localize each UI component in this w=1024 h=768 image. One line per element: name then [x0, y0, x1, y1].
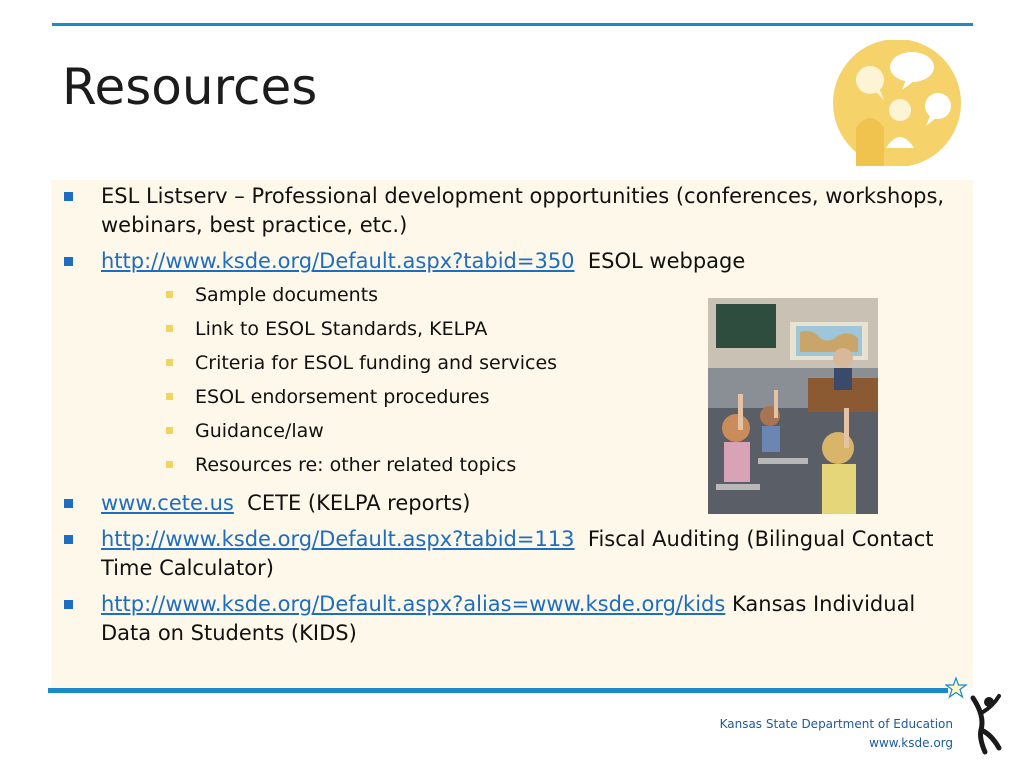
classroom-scene-image: [708, 298, 878, 514]
bullet-square-icon: [64, 600, 73, 609]
slide-title: Resources: [62, 58, 318, 116]
bottom-accent-rule: [48, 688, 948, 693]
bullet-square-icon: [64, 499, 73, 508]
bullet-text: ESOL webpage: [574, 249, 746, 273]
bullet-text: Kansas Individual Data on Students (KIDS): [101, 592, 922, 645]
sub-bullet-text: Resources re: other related topics: [195, 454, 517, 476]
footer-org-name: Kansas State Department of Education: [719, 717, 953, 731]
cete-link[interactable]: www.cete.us: [101, 491, 234, 515]
sub-bullet-text: Link to ESOL Standards, KELPA: [195, 318, 488, 340]
bullet-square-icon: [64, 257, 73, 266]
sub-bullet-square-icon: [166, 461, 173, 468]
fiscal-auditing-link[interactable]: http://www.ksde.org/Default.aspx?tabid=113: [101, 527, 575, 551]
top-accent-rule: [52, 23, 973, 26]
bullet-text: Fiscal Auditing (Bilingual Contact Time Calculator): [101, 527, 941, 580]
sub-bullet-square-icon: [166, 325, 173, 332]
sub-bullet-text: ESOL endorsement procedures: [195, 386, 490, 408]
sub-bullet-text: Criteria for ESOL funding and services: [195, 352, 558, 374]
sub-bullet-square-icon: [166, 393, 173, 400]
sub-bullet-square-icon: [166, 427, 173, 434]
bullet-text: ESL Listserv – Professional development opportunities (conferences, workshops, webinars, best practice, etc.): [101, 184, 945, 237]
speech-bubbles-logo-icon: [826, 40, 968, 166]
footer-url: www.ksde.org: [869, 736, 953, 750]
esol-webpage-link[interactable]: http://www.ksde.org/Default.aspx?tabid=350: [101, 249, 575, 273]
bullet-text: CETE (KELPA reports): [233, 491, 471, 515]
footer: [720, 715, 953, 753]
bullet-esl-listserv: [51, 182, 973, 240]
sub-bullet-text: Sample documents: [195, 284, 379, 306]
sub-bullet-square-icon: [166, 359, 173, 366]
classroom-photo: [708, 298, 878, 514]
bullet-kids: [51, 590, 973, 648]
bullet-square-icon: [64, 535, 73, 544]
star-person-figure-icon: [945, 676, 1005, 756]
sub-bullet-square-icon: [166, 291, 173, 298]
sub-bullet-text: Guidance/law: [195, 420, 324, 442]
bullet-fiscal-auditing: [51, 525, 973, 583]
kids-link[interactable]: http://www.ksde.org/Default.aspx?alias=www.ksde.org/kids: [101, 592, 726, 616]
bullet-square-icon: [64, 192, 73, 201]
